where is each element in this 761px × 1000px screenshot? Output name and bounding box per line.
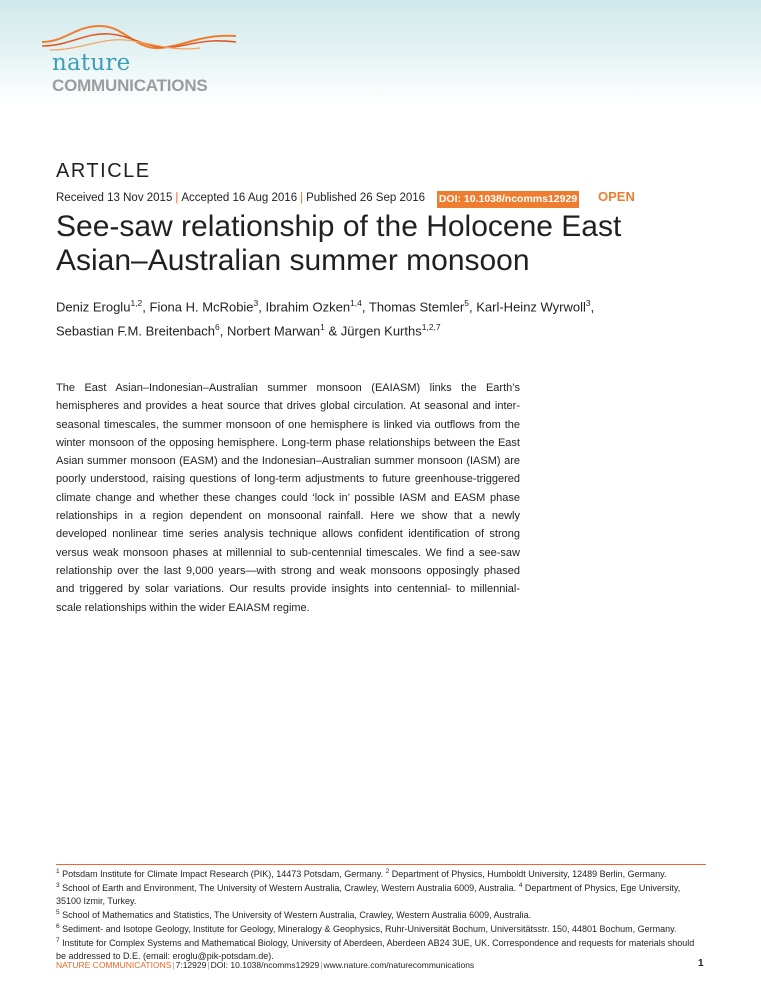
author-separator: , [361,299,369,315]
footer-separator: | [207,960,210,970]
page-footer [56,960,474,970]
author-name[interactable]: Sebastian F.M. Breitenbach [56,323,215,339]
article-dates [56,192,425,204]
author-separator: , [219,323,227,339]
footer-volume: 7:12929 [175,960,207,970]
author-affiliation: 1 [320,322,325,333]
affiliation-number: 1 [56,868,60,875]
affiliation-number: 6 [56,923,60,931]
affiliation-list [56,866,706,962]
date-separator: | [300,192,304,204]
author-affiliation: 3 [253,298,259,308]
doi-badge[interactable]: DOI: 10.1038/ncomms12929 [437,191,579,208]
footer-journal-name: NATURE COMMUNICATIONS [56,960,172,970]
article-type-label: ARTICLE [56,160,151,182]
author-separator: , [142,299,150,315]
author-name[interactable]: Deniz Eroglu [56,299,131,315]
author-separator: , [590,299,595,315]
affiliation-number: 4 [518,882,523,890]
author-separator: & [324,323,341,339]
footnote-divider [56,864,706,865]
author-name[interactable]: Karl-Heinz Wyrwoll [476,299,586,315]
affiliation-text: Department of Physics, Humboldt University, 12489 Berlin, Germany. [389,869,667,879]
author-name[interactable]: Jürgen Kurths [340,323,422,339]
title-line-2: Asian–Australian summer monsoon [56,244,530,277]
affiliation-number: 5 [56,908,60,916]
open-access-label: OPEN [598,189,635,204]
author-affiliation: 1,2 [130,298,143,308]
title-line-1: See-saw relationship of the Holocene East [56,210,622,243]
author-separator: , [258,299,266,315]
article-title [56,210,696,278]
author-name[interactable]: Ibrahim Ozken [265,299,351,315]
accepted-date: Accepted 16 Aug 2016 [181,192,298,204]
affiliation-text: Institute for Complex Systems and Mathematical Biology, University of Aberdeen, Aberdeen AB24 3UE, UK. Correspondence and requests for materials should be addressed to D.E. (email: eroglu@pik-potsdam.de). [56,938,695,961]
author-name[interactable]: Norbert Marwan [226,323,321,339]
affiliation-number: 3 [56,882,60,890]
page-number: 1 [698,958,704,969]
author-name[interactable]: Fiona H. McRobie [149,299,254,315]
affiliation-text: School of Earth and Environment, The University of Western Australia, Crawley, Western Australia 6009, Australia. [59,883,519,894]
affiliation-text: Potsdam Institute for Climate Impact Research (PIK), 14473 Potsdam, Germany. [59,869,386,879]
author-affiliation: 1,4 [350,298,362,308]
received-date: Received 13 Nov 2015 [56,192,173,204]
abstract-text: The East Asian–Indonesian–Australian summer monsoon (EAIASM) links the Earth’s hemispheres and provides a heat source that drives global circulation. At seasonal and inter-seasonal timescales, the summer monsoon of one hemisphere is linked via outflows from the winter monsoon of the opposing hemisphere. Long-term phase relationships between the East Asian summer monsoon (EASM) and the Indonesian–Australian summer monsoon (IASM) are poorly understood, raising questions of long-term adjustments to future greenhouse-triggered climate change and whether these changes could ‘lock in’ possible IASM and EASM phase relationships in a region dependent on monsoonal rainfall. Here we show that a newly developed nonlinear time series analysis technique allows confident identification of strong versus weak monsoon phases at millennial to sub-centennial timescales. We find a see-saw relationship over the last 9,000 years—with strong and weak monsoons opposingly phased and triggered by solar variations. Our results provide insights into centennial- to millennial-scale relationships within the wider EAIASM regime. [56,382,520,614]
author-affiliation: 6 [214,322,220,333]
journal-logo-communications: COMMUNICATIONS [52,76,208,95]
affiliation-text: School of Mathematics and Statistics, The University of Western Australia, Crawley, Western Australia 6009, Australia. [59,909,532,920]
footer-url[interactable]: www.nature.com/naturecommunications [323,960,475,970]
author-separator: , [469,299,477,315]
author-list [56,293,716,342]
affiliation-number: 2 [385,868,390,875]
author-affiliation: 1,2,7 [421,322,441,333]
footer-doi[interactable]: DOI: 10.1038/ncomms12929 [210,960,320,970]
author-affiliation: 5 [464,298,469,308]
affiliation-text: Sediment- and Isotope Geology, Institute for Geology, Mineralogy & Geophysics, Ruhr-Universität Bochum, Universitätsstr. 150, 44801 Bochum, Germany. [59,924,677,935]
author-name[interactable]: Thomas Stemler [368,299,465,315]
footer-separator: | [320,960,323,970]
journal-logo-nature: nature [52,50,131,76]
footer-separator: | [172,960,175,970]
published-date: Published 26 Sep 2016 [306,192,426,204]
affiliation-text: Department of Physics, Ege University, 35100 Izmir, Turkey. [56,883,681,906]
affiliation-number: 7 [56,937,60,945]
author-affiliation: 3 [585,298,591,308]
date-separator: | [175,192,179,204]
